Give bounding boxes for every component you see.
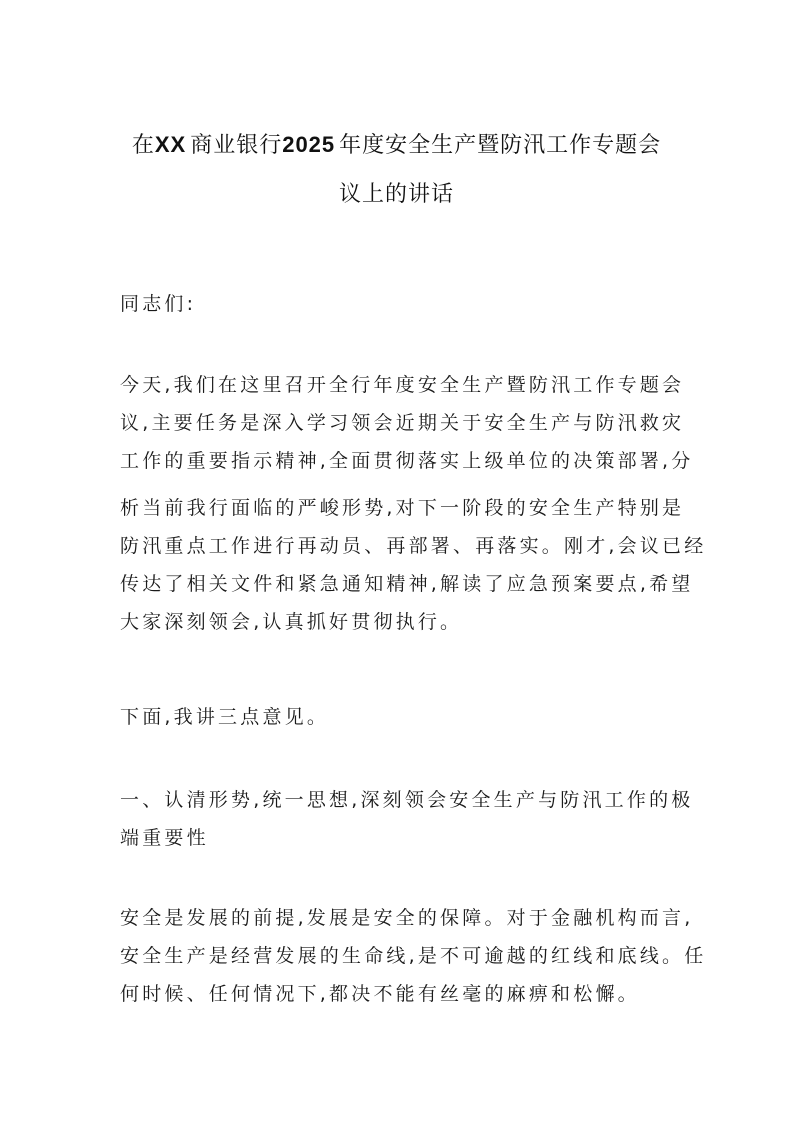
paragraph-line: 防汛重点工作进行再动员、再部署、再落实。刚才,会议已经	[120, 535, 707, 557]
title-suffix: 年度安全生产暨防汛工作专题会	[339, 133, 662, 158]
document-title-line-2: 议上的讲话	[338, 182, 454, 207]
title-prefix: 在	[131, 133, 155, 158]
heading-line: 端重要性	[120, 827, 209, 849]
paragraph-line: 安全生产是经营发展的生命线,是不可逾越的红线和底线。任	[120, 945, 707, 967]
heading-line: 一、认清形势,统一思想,深刻领会安全生产与防汛工作的极	[120, 789, 694, 811]
salutation: 同志们:	[120, 293, 197, 315]
paragraph-line: 何时候、任何情况下,都决不能有丝毫的麻痹和松懈。	[120, 983, 640, 1005]
paragraph-line: 析当前我行面临的严峻形势,对下一阶段的安全生产特别是	[120, 497, 685, 519]
title-bank-code: XX	[154, 132, 187, 157]
paragraph-line: 议,主要任务是深入学习领会近期关于安全生产与防汛救灾	[120, 412, 685, 434]
title-year: 2025	[282, 132, 336, 157]
paragraph-line: 今天,我们在这里召开全行年度安全生产暨防汛工作专题会	[120, 374, 685, 396]
paragraph-line: 工作的重要指示精神,全面贯彻落实上级单位的决策部署,分	[120, 450, 694, 472]
document-title-line-1	[100, 132, 693, 159]
paragraph-line: 安全是发展的前提,发展是安全的保障。对于金融机构而言,	[120, 907, 694, 929]
paragraph-line: 下面,我讲三点意见。	[120, 706, 330, 728]
paragraph-line: 大家深刻领会,认真抓好贯彻执行。	[120, 611, 463, 633]
title-bank-name: 商业银行	[190, 133, 283, 158]
paragraph-line: 传达了相关文件和紧急通知精神,解读了应急预案要点,希望	[120, 573, 694, 595]
